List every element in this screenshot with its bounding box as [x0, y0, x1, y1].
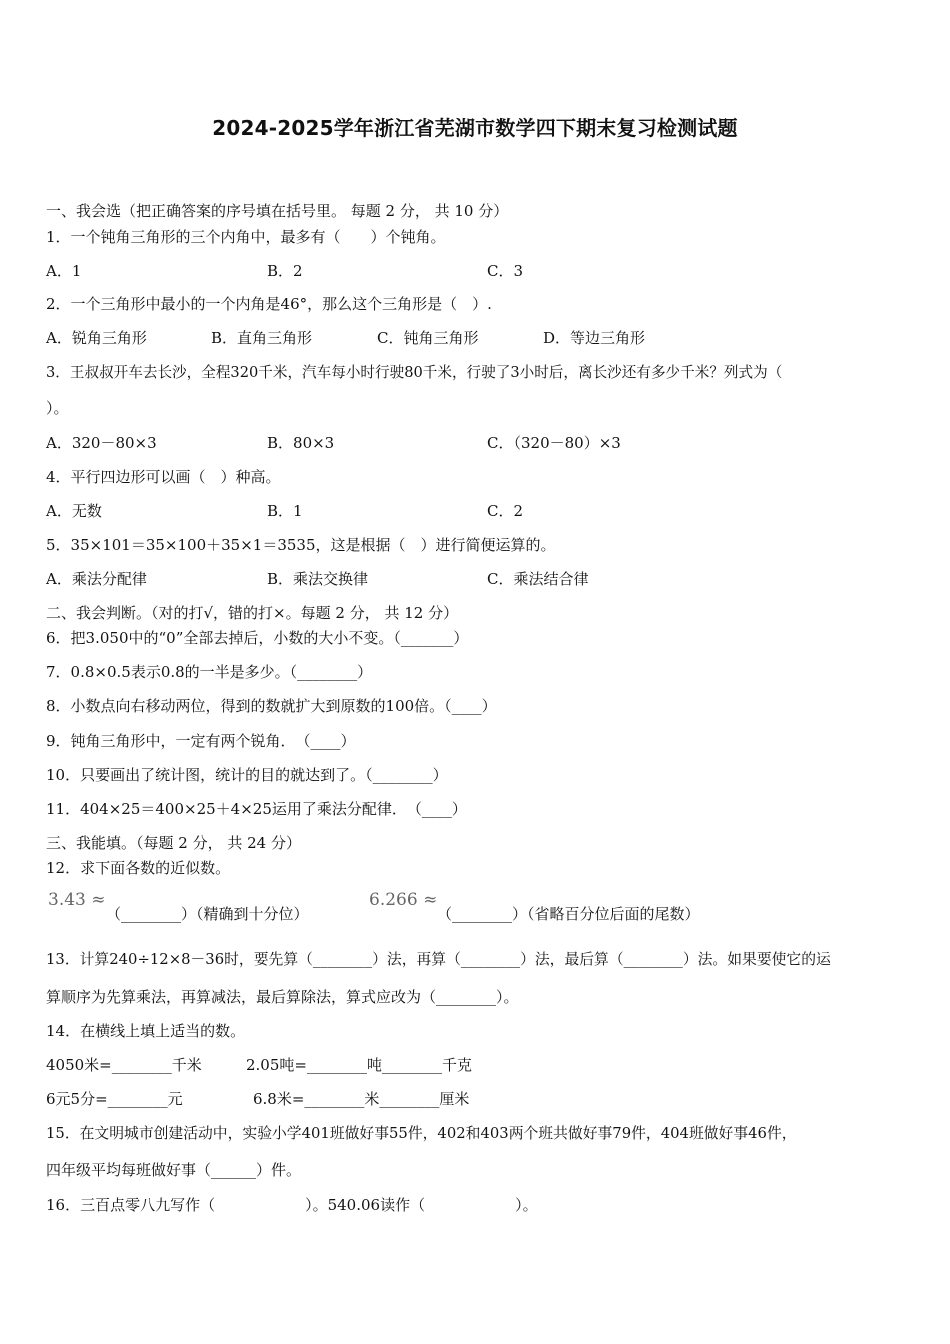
- approx-expression-1: 3.43 ≈: [48, 890, 106, 910]
- question-7: 7．0.8×0.5表示0.8的一半是多少。（________）: [46, 663, 373, 681]
- option-c: C．乘法结合律: [487, 570, 589, 588]
- option-a: A．锐角三角形: [46, 329, 147, 347]
- option-a: A．无数: [46, 502, 102, 520]
- fill-line-2b: 6.8米=________米________厘米: [253, 1090, 470, 1108]
- question-6: 6．把3.050中的“0”全部去掉后，小数的大小不变。（_______）: [46, 629, 469, 647]
- option-b: B．80×3: [267, 434, 335, 452]
- option-c: C．2: [487, 502, 524, 520]
- approx-expression-2: 6.266 ≈: [369, 890, 438, 910]
- fill-line-1b: 2.05吨=________吨________千克: [246, 1056, 472, 1074]
- option-a: A．1: [46, 262, 82, 280]
- question-8: 8．小数点向右移动两位，得到的数就扩大到原数的100倍。（____）: [46, 697, 497, 715]
- section-heading-2: 二、我会判断。（对的打√，错的打×。每题 2 分， 共 12 分）: [46, 604, 459, 622]
- question-2: 2．一个三角形中最小的一个内角是46°，那么这个三角形是（ ）.: [46, 295, 492, 313]
- option-c: C．钝角三角形: [377, 329, 479, 347]
- option-c: C．3: [487, 262, 524, 280]
- question-13: 13．计算240÷12×8－36时，要先算（________）法，再算（________）法，最后算（________）法。如果要使它的运: [46, 951, 831, 968]
- option-b: B．1: [267, 502, 303, 520]
- option-b: B．乘法交换律: [267, 570, 369, 588]
- question-9: 9．钝角三角形中，一定有两个锐角． （____）: [46, 732, 356, 750]
- option-d: D．等边三角形: [543, 329, 646, 347]
- question-16: 16．三百点零八九写作（ ）。540.06读作（ ）。: [46, 1196, 538, 1214]
- question-12: 12．求下面各数的近似数。: [46, 859, 231, 877]
- option-c: C．（320－80）×3: [487, 434, 621, 452]
- question-15: 15．在文明城市创建活动中，实验小学401班做好事55件，402和403两个班共做好事79件，404班做好事46件，: [46, 1125, 797, 1142]
- page-title: 2024-2025学年浙江省芜湖市数学四下期末复习检测试题: [212, 116, 738, 140]
- section-heading-3: 三、我能填。（每题 2 分， 共 24 分）: [46, 834, 301, 852]
- question-10: 10．只要画出了统计图，统计的目的就达到了。（________）: [46, 766, 448, 784]
- question-3: 3．王叔叔开车去长沙，全程320千米，汽车每小时行驶80千米，行驶了3小时后，离长沙还有多少千米？列式为（: [46, 364, 783, 381]
- question-13-continued: 算顺序为先算乘法，再算减法，最后算除法，算式应改为（________）。: [46, 988, 519, 1006]
- question-11: 11．404×25＝400×25＋4×25运用了乘法分配律． （____）: [46, 800, 467, 818]
- option-a: A．320－80×3: [46, 434, 157, 452]
- option-b: B．直角三角形: [211, 329, 313, 347]
- option-a: A．乘法分配律: [46, 570, 147, 588]
- option-b: B．2: [267, 262, 303, 280]
- approx-blank-2: （________）（省略百分位后面的尾数）: [437, 905, 700, 923]
- question-15-continued: 四年级平均每班做好事（______）件。: [46, 1161, 302, 1179]
- question-14: 14．在横线上填上适当的数。: [46, 1022, 246, 1040]
- question-3-continued: ）。: [46, 399, 69, 417]
- section-heading-1: 一、我会选（把正确答案的序号填在括号里。 每题 2 分， 共 10 分）: [46, 202, 509, 220]
- question-1: 1．一个钝角三角形的三个内角中，最多有（ ）个钝角。: [46, 228, 446, 246]
- fill-line-2a: 6元5分=________元: [46, 1090, 183, 1108]
- approx-blank-1: （________）（精确到十分位）: [106, 905, 309, 923]
- question-4: 4．平行四边形可以画（ ）种高。: [46, 468, 281, 486]
- question-5: 5．35×101＝35×100＋35×1＝3535，这是根据（ ）进行简便运算的。: [46, 536, 556, 554]
- fill-line-1a: 4050米=________千米: [46, 1056, 202, 1074]
